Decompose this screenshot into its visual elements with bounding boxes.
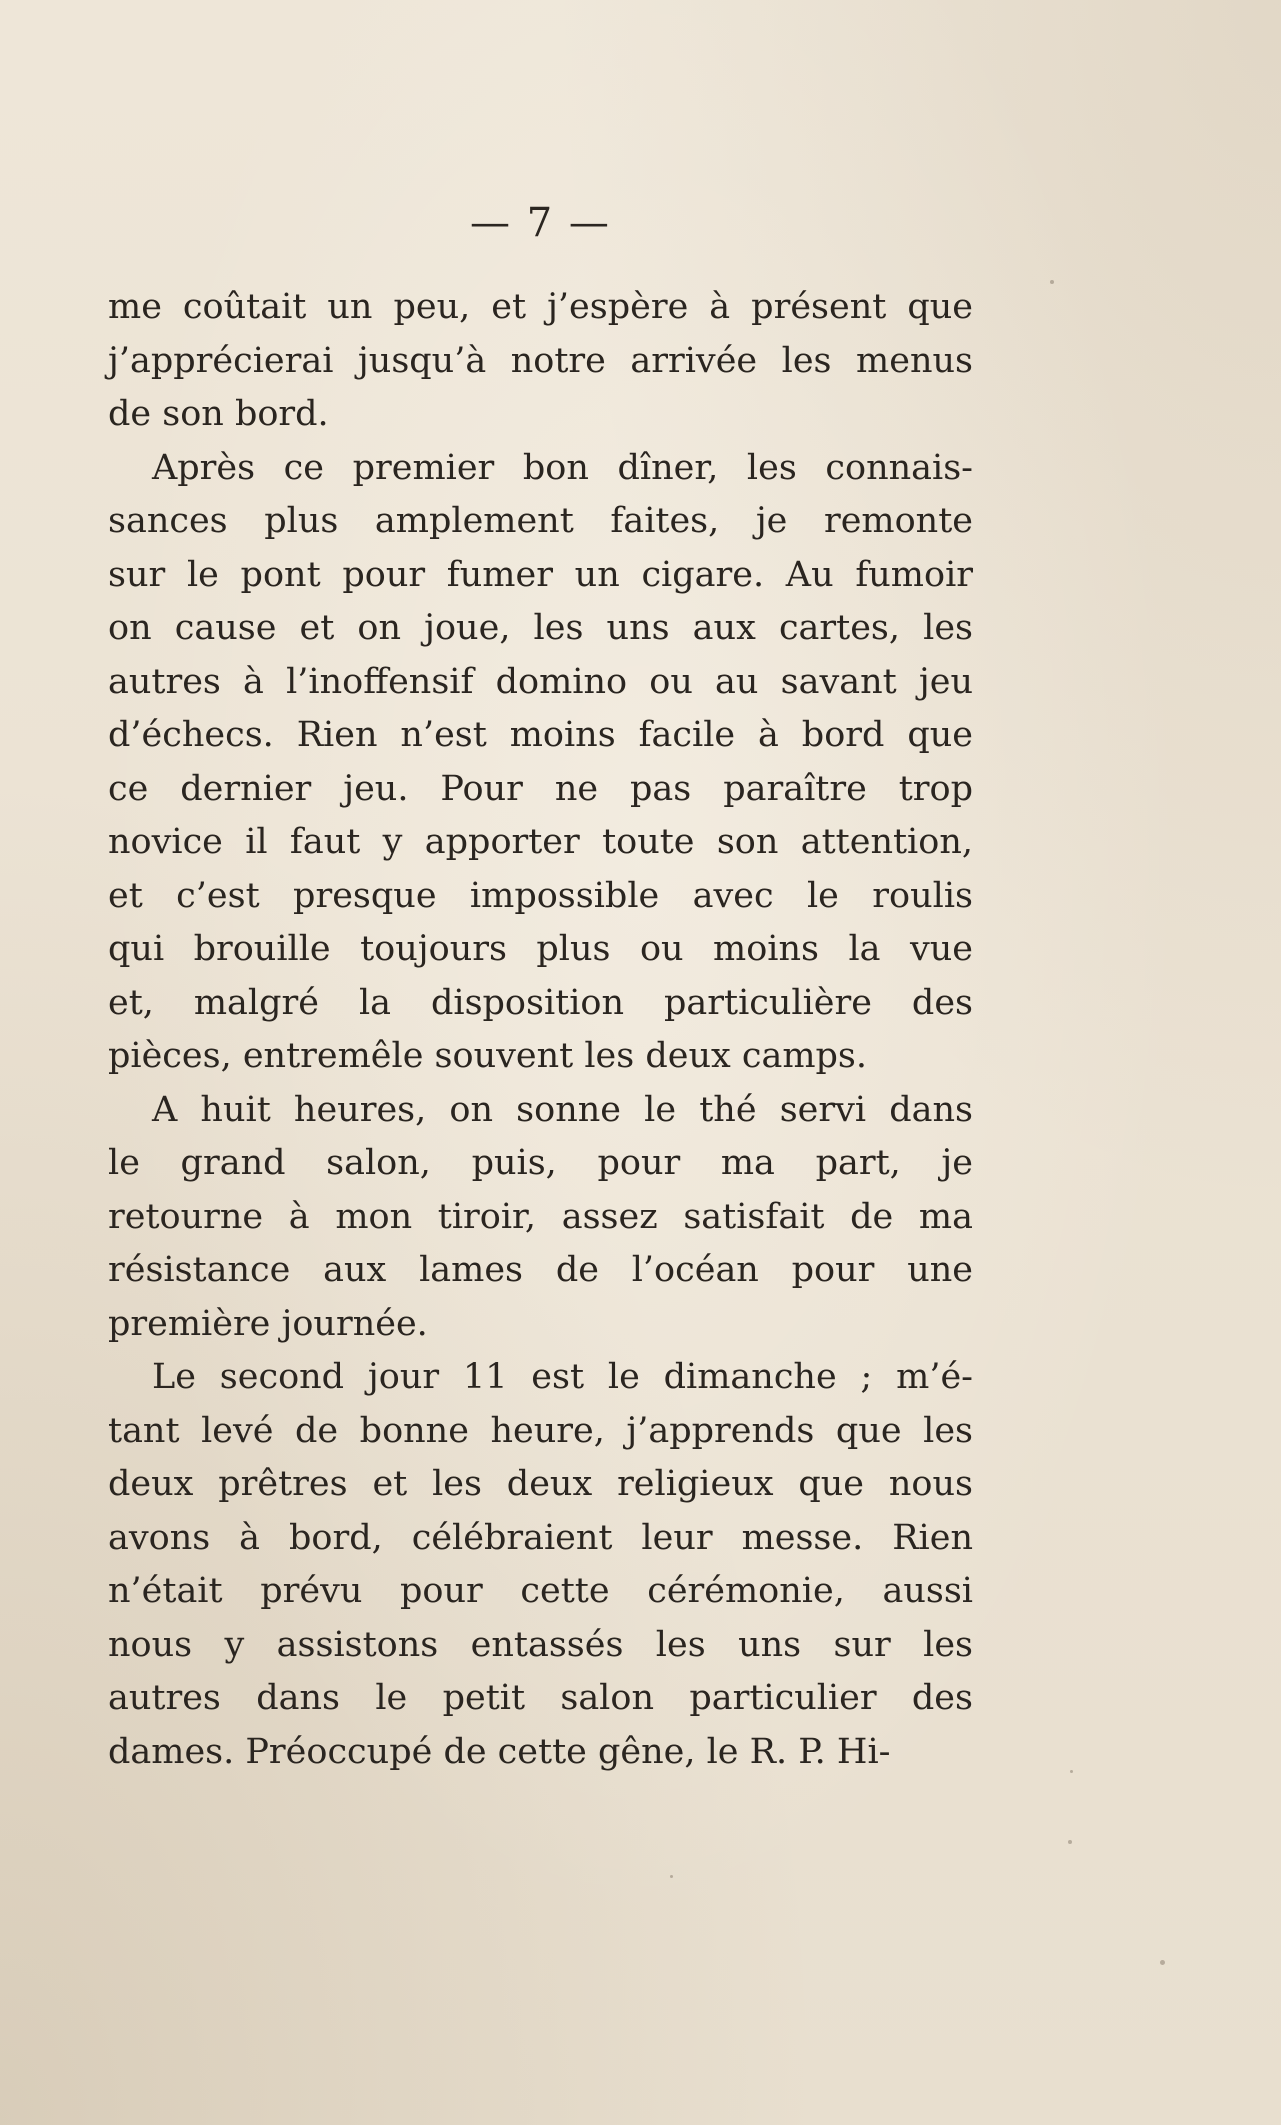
paper-speck <box>1050 280 1054 284</box>
text-line: on cause et on joue, les uns aux cartes, les <box>108 608 973 648</box>
text-line: retourne à mon tiroir, assez satisfait de ma <box>108 1196 973 1237</box>
text-line: deux prêtres et les deux religieux que nous <box>108 1464 973 1504</box>
text-line: le grand salon, puis, pour ma part, je <box>108 1143 973 1183</box>
text-line: ce dernier jeu. Pour ne pas paraître trop <box>108 768 973 809</box>
body-text <box>108 281 973 1779</box>
text-line: qui brouille toujours plus ou moins la vue <box>108 929 973 969</box>
text-line: pièces, entremêle souvent les deux camps. <box>108 1036 867 1076</box>
text-line: de son bord. <box>108 394 329 434</box>
paper-speck <box>670 1875 673 1878</box>
text-line: dames. Préoccupé de cette gêne, le R. P. Hi- <box>108 1731 891 1772</box>
text-line: avons à bord, célébraient leur messe. Rien <box>108 1517 973 1558</box>
text-line: nous y assistons entassés les uns sur les <box>108 1624 973 1665</box>
page-number: — 7 — <box>470 200 611 246</box>
text-line: novice il faut y apporter toute son attention, <box>108 822 973 862</box>
text-line: première journée. <box>108 1303 428 1344</box>
text-line: Le second jour 11 est le dimanche ; m’é- <box>152 1357 973 1397</box>
text-line: sances plus amplement faites, je remonte <box>108 501 973 541</box>
text-line: sur le pont pour fumer un cigare. Au fumoir <box>108 554 973 595</box>
text-line: Après ce premier bon dîner, les connais- <box>152 447 973 488</box>
text-line: n’était prévu pour cette cérémonie, aussi <box>108 1571 973 1611</box>
paper-speck <box>1070 1770 1073 1773</box>
paper-speck <box>1068 1840 1072 1844</box>
paper-speck <box>1160 1960 1165 1965</box>
text-line: me coûtait un peu, et j’espère à présent que <box>108 287 973 327</box>
text-line: d’échecs. Rien n’est moins facile à bord que <box>108 715 973 755</box>
text-line: j’apprécierai jusqu’à notre arrivée les menus <box>108 340 973 381</box>
text-line: autres à l’inoffensif domino ou au savant jeu <box>108 661 973 702</box>
text-line: et c’est presque impossible avec le roulis <box>108 875 973 916</box>
text-line: autres dans le petit salon particulier des <box>108 1678 973 1718</box>
text-line: tant levé de bonne heure, j’apprends que les <box>108 1410 973 1451</box>
text-line: résistance aux lames de l’océan pour une <box>108 1250 973 1290</box>
text-line: A huit heures, on sonne le thé servi dans <box>152 1089 973 1130</box>
text-line: et, malgré la disposition particulière des <box>108 982 973 1023</box>
